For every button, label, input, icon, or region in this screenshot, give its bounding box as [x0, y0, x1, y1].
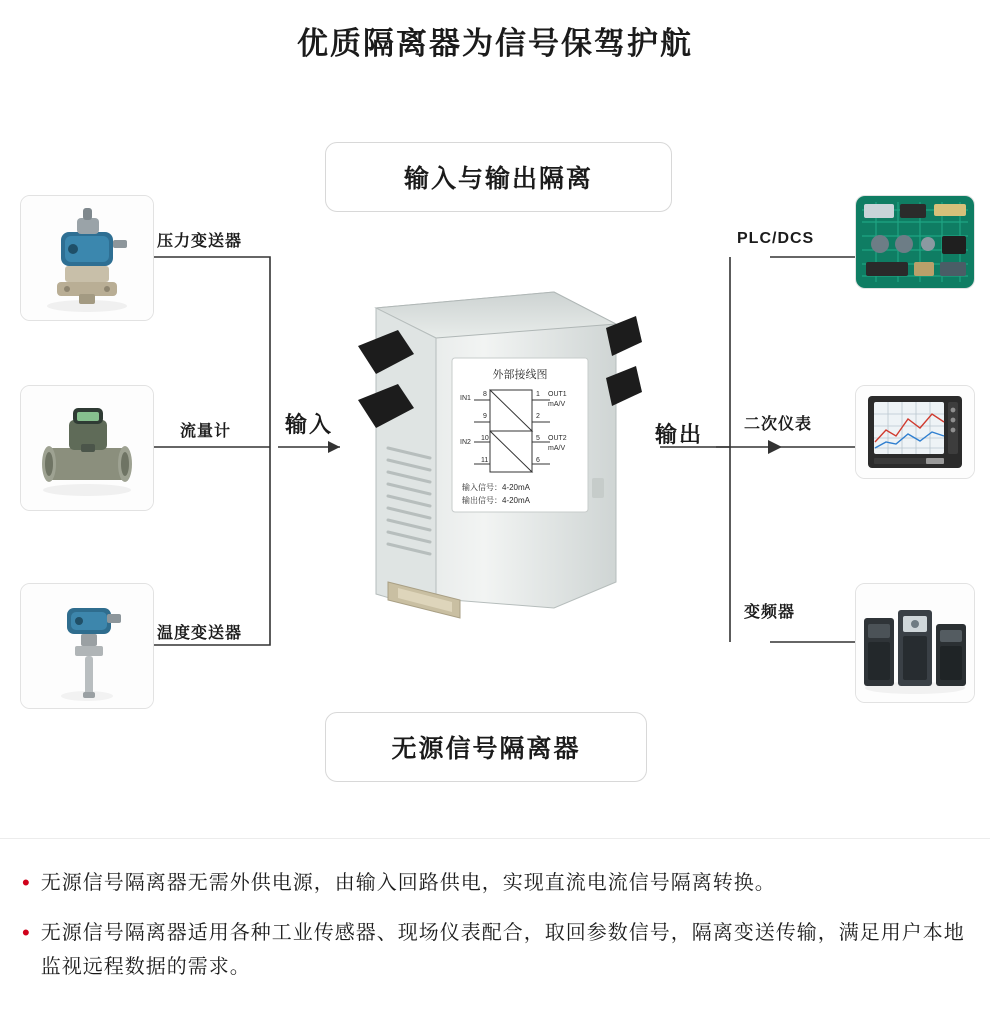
label-inverter: 变频器 — [742, 599, 797, 622]
label-output: 输出 — [655, 422, 704, 447]
label-secondary-instrument: 二次仪表 — [742, 411, 814, 434]
device-card-flow-meter — [20, 385, 154, 511]
svg-text:mA/V: mA/V — [548, 445, 566, 452]
section-divider — [0, 838, 990, 839]
label-input: 输入 — [285, 412, 334, 437]
box-passive-label: 无源信号隔离器 — [391, 735, 581, 763]
spec-line-input: 输入信号：4-20mA — [462, 483, 531, 492]
temperature-transmitter-photo — [21, 584, 153, 708]
device-card-temperature-transmitter — [20, 583, 154, 709]
inverter-photo — [856, 584, 974, 702]
wiring-diagram-title: 外部接线图 — [492, 369, 548, 381]
svg-text:5: 5 — [536, 435, 540, 442]
svg-text:IN2: IN2 — [460, 439, 471, 446]
box-passive-isolator — [325, 712, 647, 782]
list-item — [22, 866, 968, 900]
svg-text:9: 9 — [483, 413, 487, 420]
list-item — [22, 916, 968, 984]
label-plc-dcs: PLC/DCS — [737, 230, 815, 247]
svg-text:11: 11 — [481, 457, 489, 464]
bullet-list — [22, 866, 968, 1000]
spec-line-output: 输出信号：4-20mA — [462, 496, 531, 505]
page-title: 优质隔离器为信号保驾护航 — [297, 26, 693, 61]
bullet-dot-icon: • — [22, 920, 31, 945]
svg-text:1: 1 — [536, 391, 540, 398]
svg-text:OUT1: OUT1 — [548, 391, 567, 398]
svg-text:2: 2 — [536, 413, 540, 420]
label-flow-meter: 流量计 — [178, 418, 233, 441]
svg-text:IN1: IN1 — [460, 395, 471, 402]
bullet-dot-icon: • — [22, 870, 31, 895]
pressure-transmitter-photo — [21, 196, 153, 320]
device-card-inverter — [855, 583, 975, 703]
svg-text:OUT2: OUT2 — [548, 435, 567, 442]
plc-board-photo — [856, 196, 974, 288]
bullet-text: 无源信号隔离器无需外供电源，由输入回路供电，实现直流电流信号隔离转换。 — [40, 872, 776, 894]
box-input-output-label: 输入与输出隔离 — [403, 165, 593, 193]
svg-text:10: 10 — [481, 435, 489, 442]
svg-text:8: 8 — [483, 391, 487, 398]
bullet-text: 无源信号隔离器适用各种工业传感器、现场仪表配合，取回参数信号，隔离变送传输，满足用户本地监视远程数据的需求。 — [40, 922, 965, 978]
device-card-pressure-transmitter — [20, 195, 154, 321]
device-card-secondary-instrument — [855, 385, 975, 479]
label-temperature-transmitter: 温度变送器 — [155, 620, 244, 643]
flow-meter-photo — [21, 386, 153, 510]
svg-text:6: 6 — [536, 457, 540, 464]
signal-isolator-device — [340, 282, 660, 622]
label-pressure-transmitter: 压力变送器 — [155, 228, 244, 251]
svg-text:mA/V: mA/V — [548, 401, 566, 408]
paperless-recorder-photo — [856, 386, 974, 478]
box-input-output-isolation — [325, 142, 672, 212]
device-card-plc-dcs — [855, 195, 975, 289]
